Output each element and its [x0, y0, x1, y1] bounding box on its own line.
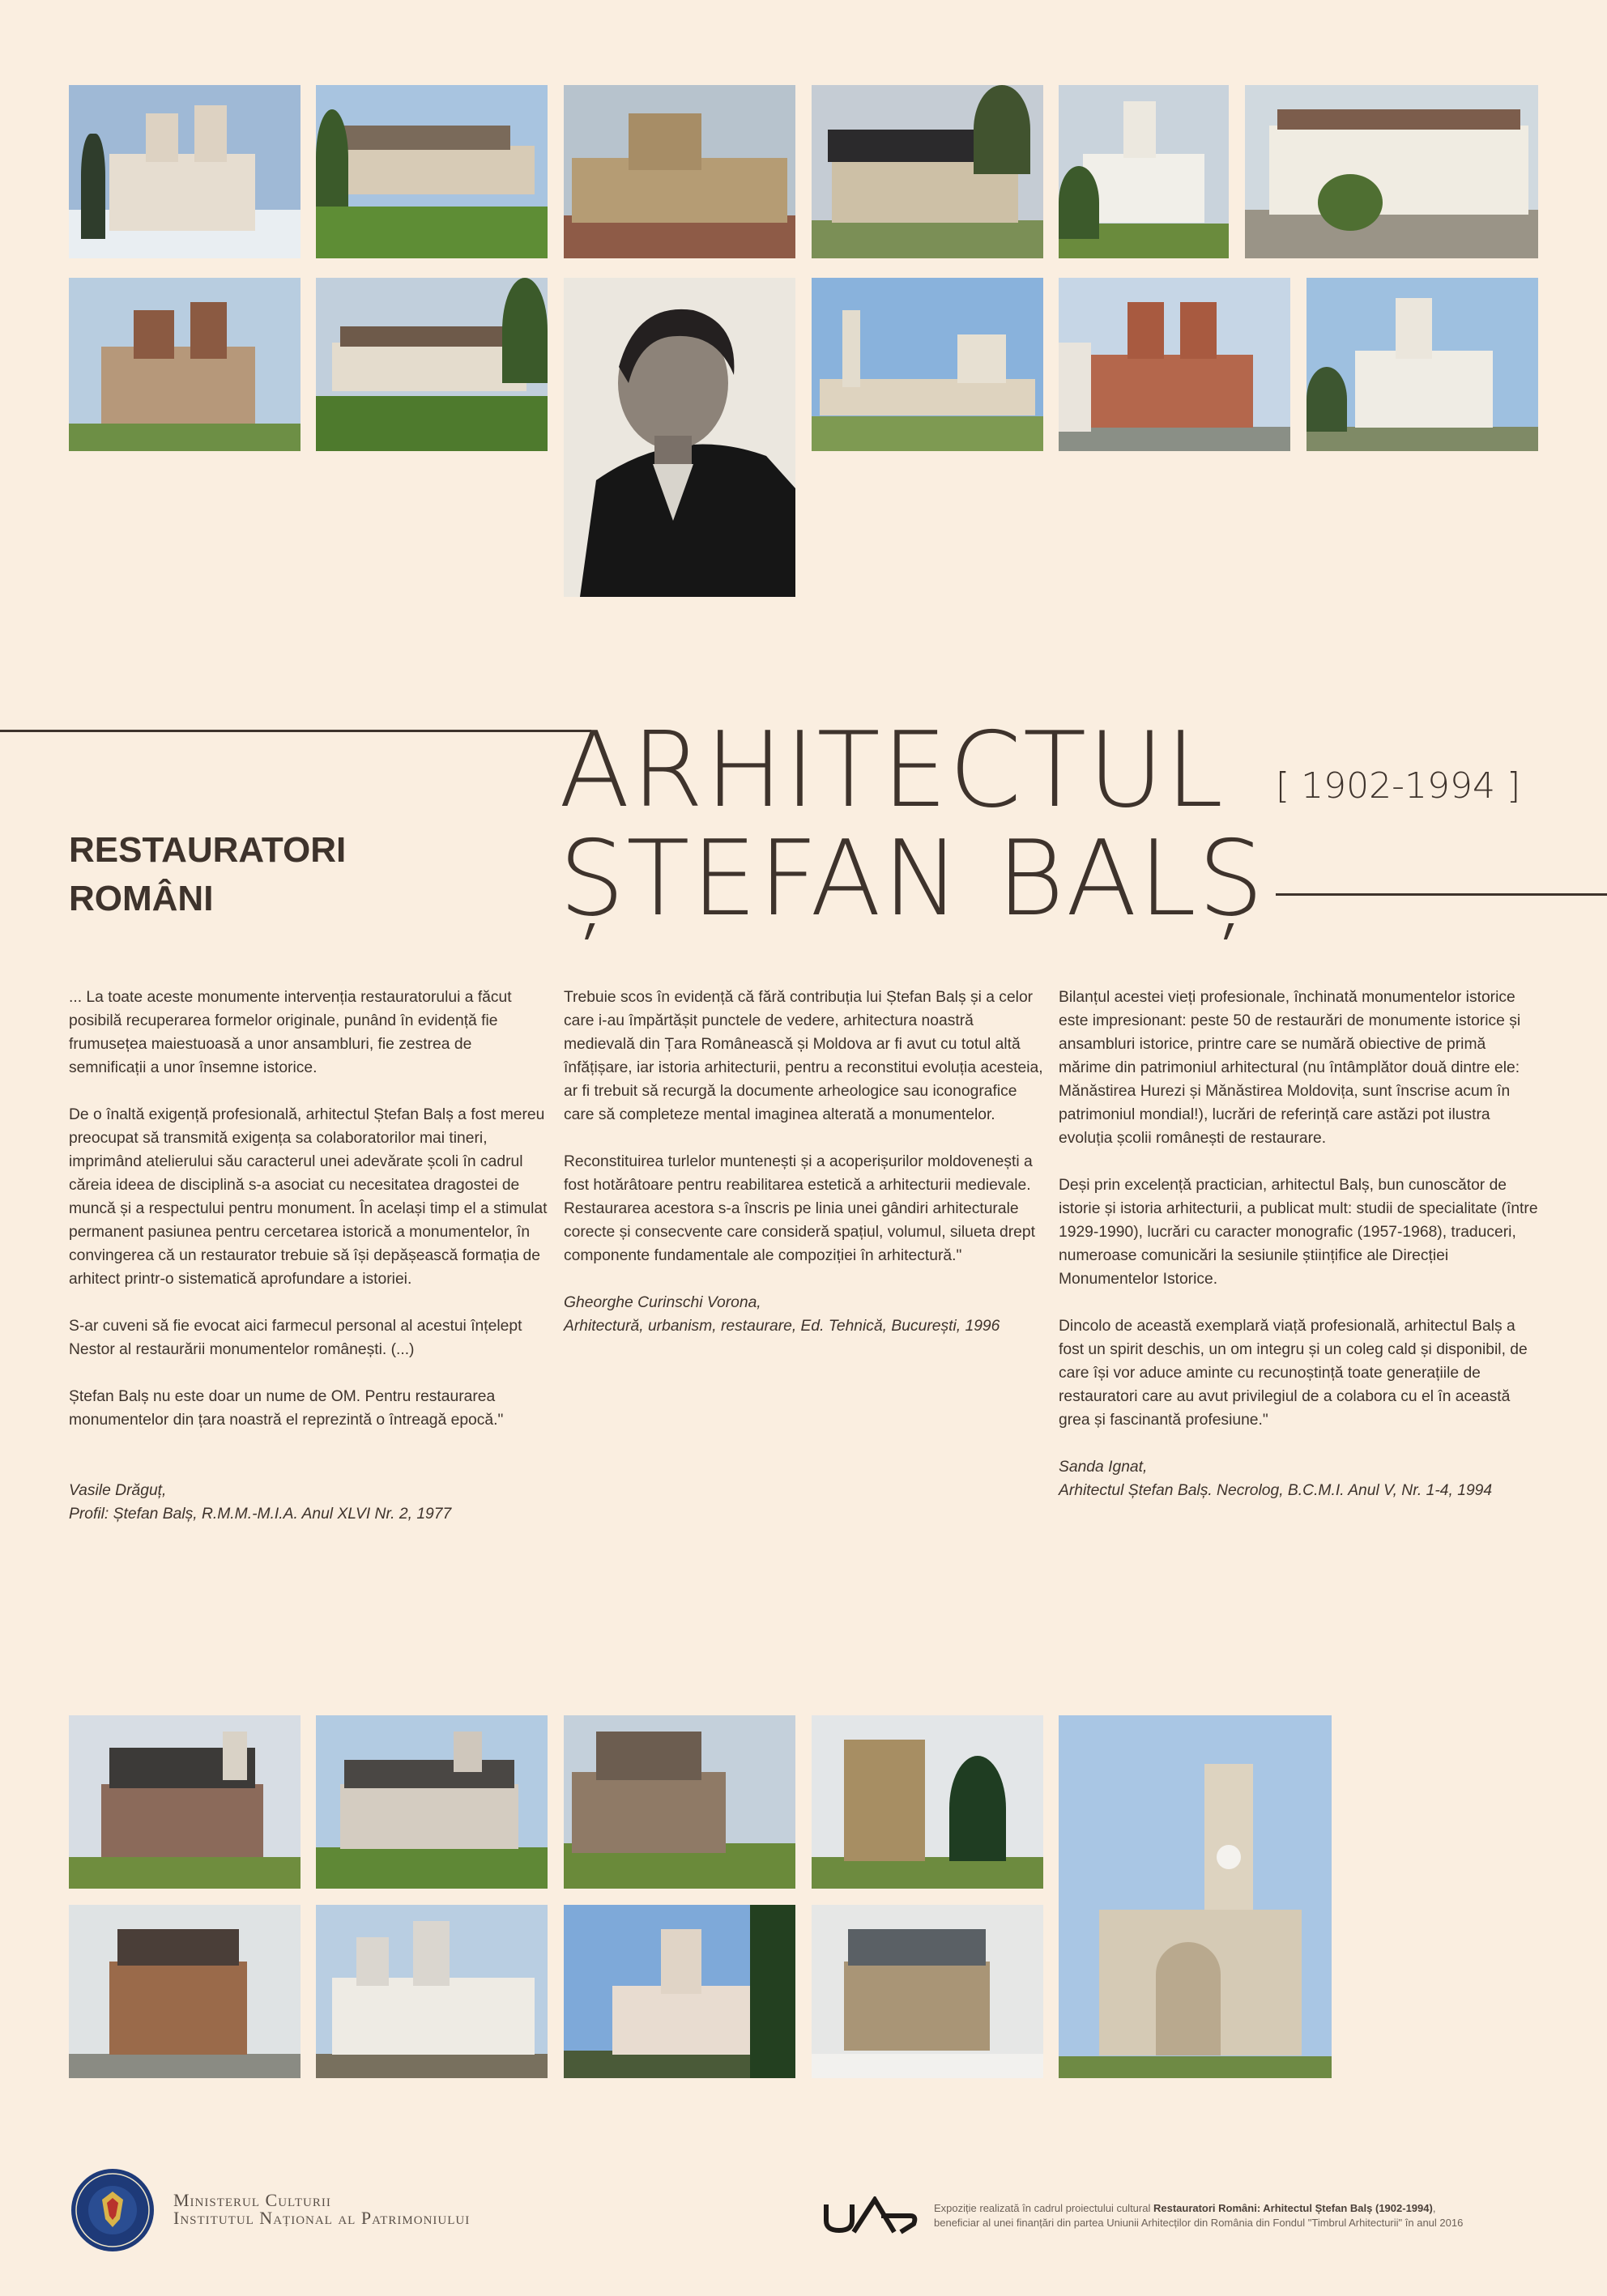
title-line-2: ȘTEFAN BALȘ	[559, 819, 1266, 939]
column-2-source: Arhitectură, urbanism, restaurare, Ed. Tehnică, București, 1996	[564, 1318, 1000, 1335]
portrait-photo	[564, 278, 795, 597]
exhibition-credit	[934, 2201, 1533, 2230]
text-column-2	[564, 986, 1045, 1338]
column-3-paragraph-1: Bilanțul acestei vieți profesionale, închinată monumentelor istorice este impresionant: peste 50 de restaurări de monumente istorice și ansambluri istorice, printre care se numără obiective de primă mărime din patrimoniul arhitectural (nu întâmplător două dintre ele: Mănăstirea Hurezi și Mănăstirea Moldovița, sunt înscrise acum în patrimoniul mondial!), lucrări de referință care astăzi pot ilustra evoluția școlii românești de restaurare.	[1059, 989, 1521, 1147]
winter-church-photo	[812, 1905, 1043, 2078]
title-rule-left	[0, 730, 591, 732]
monastery-church-photo	[564, 1905, 795, 2078]
column-2-paragraph-2: Reconstituirea turlelor muntenești și a acoperișurilor moldovenești a fost hotărâtoare pentru reabilitarea estetică a arhitecturii medievale. Restaurarea acestora s-a înscris pe linia unei gândiri arhitecturale corecte și consecvente care consideră spațiul, volumul, silueta drept componente fundamentale ale compoziției în arhitectură."	[564, 1153, 1035, 1264]
ministry-line-2: Institutul Național al Patrimoniului	[173, 2208, 471, 2228]
title-line-1: ARHITECTUL	[559, 710, 1225, 831]
white-church-photo	[316, 1905, 548, 2078]
manor-photo-2	[316, 278, 548, 451]
fortress-photo	[564, 85, 795, 258]
church-photo-1	[69, 85, 301, 258]
church-photo-5	[316, 1715, 548, 1889]
column-2-author: Gheorghe Curinschi Vorona,	[564, 1294, 761, 1311]
column-2-paragraph-1: Trebuie scos în evidență că fără contribuția lui Ștefan Balș și a celor care i-au împărtășit punctele de vedere, arhitectura noastră medievală din Țara Românească și Moldova ar fi avut cu totul altă înfățișare, iar istoria arhitecturii, pentru a reconstitui evoluția acesteia, ar fi trebuit să recurgă la documente arheologice sau iconografice care să completeze mental imaginea alterată a monumentelor.	[564, 989, 1043, 1123]
credit-line-2: beneficiar al unei finanțări din partea Uniunii Arhitecților din România din Fondul "Timbrul Arhitecturii" în anul 2016	[934, 2217, 1464, 2229]
church-photo-2	[69, 278, 301, 451]
portrait-illustration	[564, 278, 795, 597]
column-1-paragraph-2: De o înaltă exigență profesională, arhitectul Ștefan Balș a fost mereu preocupat să transmită exigența sa colaboratorilor mai tineri, imprimând atelierului său caracterul unei adevărate școli în cadrul căreia ideea de disciplină s-a asociat cu necesitatea dragostei de muncă și a respectului pentru monument. În același timp el a stimulat permanent pasiunea pentru cercetarea istorică a monumentelor, în convingerea că un restaurator trebuie să își depășească formația de arhitect printr-o sistematică aprofundare a istoriei.	[69, 1106, 548, 1288]
series-title-line-1: RESTAURATORI	[69, 830, 347, 870]
brick-church-photo	[69, 1905, 301, 2078]
painted-monastery-photo	[69, 1715, 301, 1889]
monastery-photo-1	[1059, 85, 1229, 258]
credit-project-name: Restauratori Români: Arhitectul Ștefan Balș (1902-1994)	[1153, 2202, 1433, 2214]
ministry-seal-logo	[70, 2167, 156, 2253]
text-column-3	[1059, 986, 1540, 1502]
series-title	[69, 826, 346, 923]
column-1-paragraph-3: S-ar cuveni să fie evocat aici farmecul personal al acestui înțelept Nestor al restaurării monumentelor românești. (...)	[69, 1318, 522, 1358]
stone-church-photo	[564, 1715, 795, 1889]
church-photo-4	[1306, 278, 1538, 451]
series-title-line-2: ROMÂNI	[69, 879, 214, 918]
column-1-paragraph-1: ... La toate aceste monumente intervenția restauratorului a făcut posibilă recuperarea formelor originale, punând în evidență fie frumusețea maiestuoasă a unor ansambluri, fie zestrea de semnificații a unor însemne istorice.	[69, 989, 512, 1076]
monastery-courtyard-photo	[1245, 85, 1538, 258]
column-1-author: Vasile Drăguț,	[69, 1482, 167, 1499]
title-rule-right	[1276, 893, 1607, 896]
stone-tower-photo	[812, 1715, 1043, 1889]
text-column-1	[69, 986, 550, 1526]
column-3-paragraph-3: Dincolo de această exemplară viață profesională, arhitectul Balș a fost un spirit deschis, un om integru și un coleg cald și disponibil, de care își vor aduce aminte cu recunoștință toate generațiile de restauratori care au avut privilegiul de a colabora cu el în această grea și fascinantă profesiune."	[1059, 1318, 1528, 1429]
column-1-paragraph-4: Ștefan Balș nu este doar un nume de OM. Pentru restaurarea monumentelor din țara noastră el reprezintă o întreagă epocă."	[69, 1388, 504, 1429]
column-3-paragraph-2: Deși prin excelență practician, arhitectul Balș, bun cunoscător de istorie și istoria arhitecturii, a publicat mult: studii de specialitate (între 1929-1990), lucrări cu caracter monografic (1957-1968), traduceri, numeroase comunicări la sesiunile științifice ale Direcției Monumentelor Istorice.	[1059, 1177, 1538, 1288]
column-1-source: Profil: Ștefan Balș, R.M.M.-M.I.A. Anul XLVI Nr. 2, 1977	[69, 1506, 452, 1523]
cathedral-ensemble-photo	[812, 278, 1043, 451]
credit-line-1: Expoziție realizată în cadrul proiectului cultural Restauratori Români: Arhitectul Ștefan Balș (1902-1994),	[934, 2202, 1436, 2214]
catholic-cathedral-photo	[1059, 1715, 1332, 2078]
column-3-source: Arhitectul Ștefan Balș. Necrolog, B.C.M.I. Anul V, Nr. 1-4, 1994	[1059, 1482, 1493, 1499]
ministry-name	[173, 2192, 470, 2227]
column-3-author: Sanda Ignat,	[1059, 1459, 1148, 1476]
manor-photo-1	[316, 85, 548, 258]
church-photo-3	[1059, 278, 1290, 451]
ministry-line-1: Ministerul Culturii	[173, 2190, 331, 2210]
uar-logo	[823, 2196, 920, 2237]
house-photo-1	[812, 85, 1043, 258]
title-years: [ 1902-1994 ]	[1276, 765, 1521, 807]
